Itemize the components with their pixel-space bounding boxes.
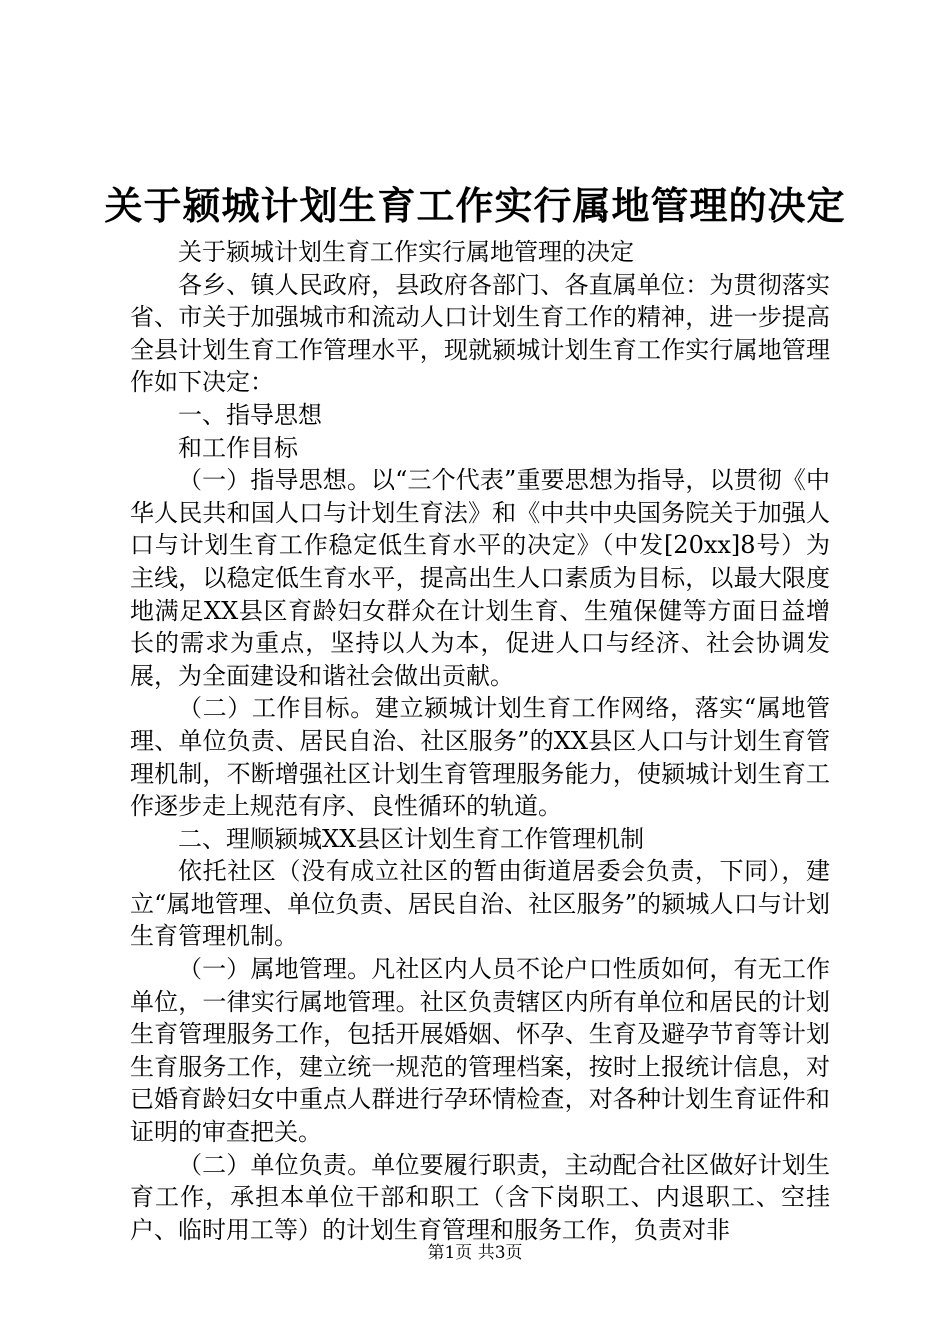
paragraph-heading-repeat: 关于颍城计划生育工作实行属地管理的决定 <box>178 238 634 266</box>
document-body <box>130 236 830 1246</box>
paragraph-unit-responsibility: （二）单位负责。单位要履行职责，主动配合社区做好计划生育工作，承担本单位干部和职工（含下岗职工、内退职工、空挂户、临时用工等）的计划生育管理和服务工作，负责对非 <box>130 1150 830 1244</box>
document-title: 关于颍城计划生育工作实行属地管理的决定 <box>104 184 846 228</box>
section-heading-1-cont: 和工作目标 <box>178 433 298 462</box>
paragraph-work-goal: （二）工作目标。建立颍城计划生育工作网络，落实“属地管理、单位负责、居民自治、社区服务”的XX县区人口与计划生育管理机制，不断增强社区计划生育管理服务能力，使颍城计划生育工作逐步走上规范有序、良性循环的轨道。 <box>130 694 830 821</box>
paragraph-intro: 各乡、镇人民政府，县政府各部门、各直属单位：为贯彻落实省、市关于加强城市和流动人口计划生育工作的精神，进一步提高全县计划生育工作管理水平，现就颍城计划生育工作实行属地管理作如下决定： <box>130 270 830 397</box>
page-number: 第1页 共3页 <box>427 1243 523 1263</box>
section-heading-2: 二、理顺颍城XX县区计划生育工作管理机制 <box>178 824 645 853</box>
paragraph-guiding-thought: （一）指导思想。以“三个代表”重要思想为指导，以贯彻《中华人民共和国人口与计划生育法》和《中共中央国务院关于加强人口与计划生育工作稳定低生育水平的决定》（中发[20xx]8号）为主线，以稳定低生育水平，提高出生人口素质为目标，以最大限度地满足XX县区育龄妇女群众在计划生育、生殖保健等方面日益增长的需求为重点，坚持以人为本，促进人口与经济、社会协调发展，为全面建设和谐社会做出贡献。 <box>130 466 830 690</box>
section-heading-1: 一、指导思想 <box>178 400 322 429</box>
paragraph-mechanism: 依托社区（没有成立社区的暂由街道居委会负责，下同），建立“属地管理、单位负责、居民自治、社区服务”的颍城人口与计划生育管理机制。 <box>130 857 830 951</box>
paragraph-territorial-management: （一）属地管理。凡社区内人员不论户口性质如何，有无工作单位，一律实行属地管理。社区负责辖区内所有单位和居民的计划生育管理服务工作，包括开展婚姻、怀孕、生育及避孕节育等计划生育服务工作，建立统一规范的管理档案，按时上报统计信息，对已婚育龄妇女中重点人群进行孕环情检查，对各种计划生育证件和证明的审查把关。 <box>130 955 830 1147</box>
